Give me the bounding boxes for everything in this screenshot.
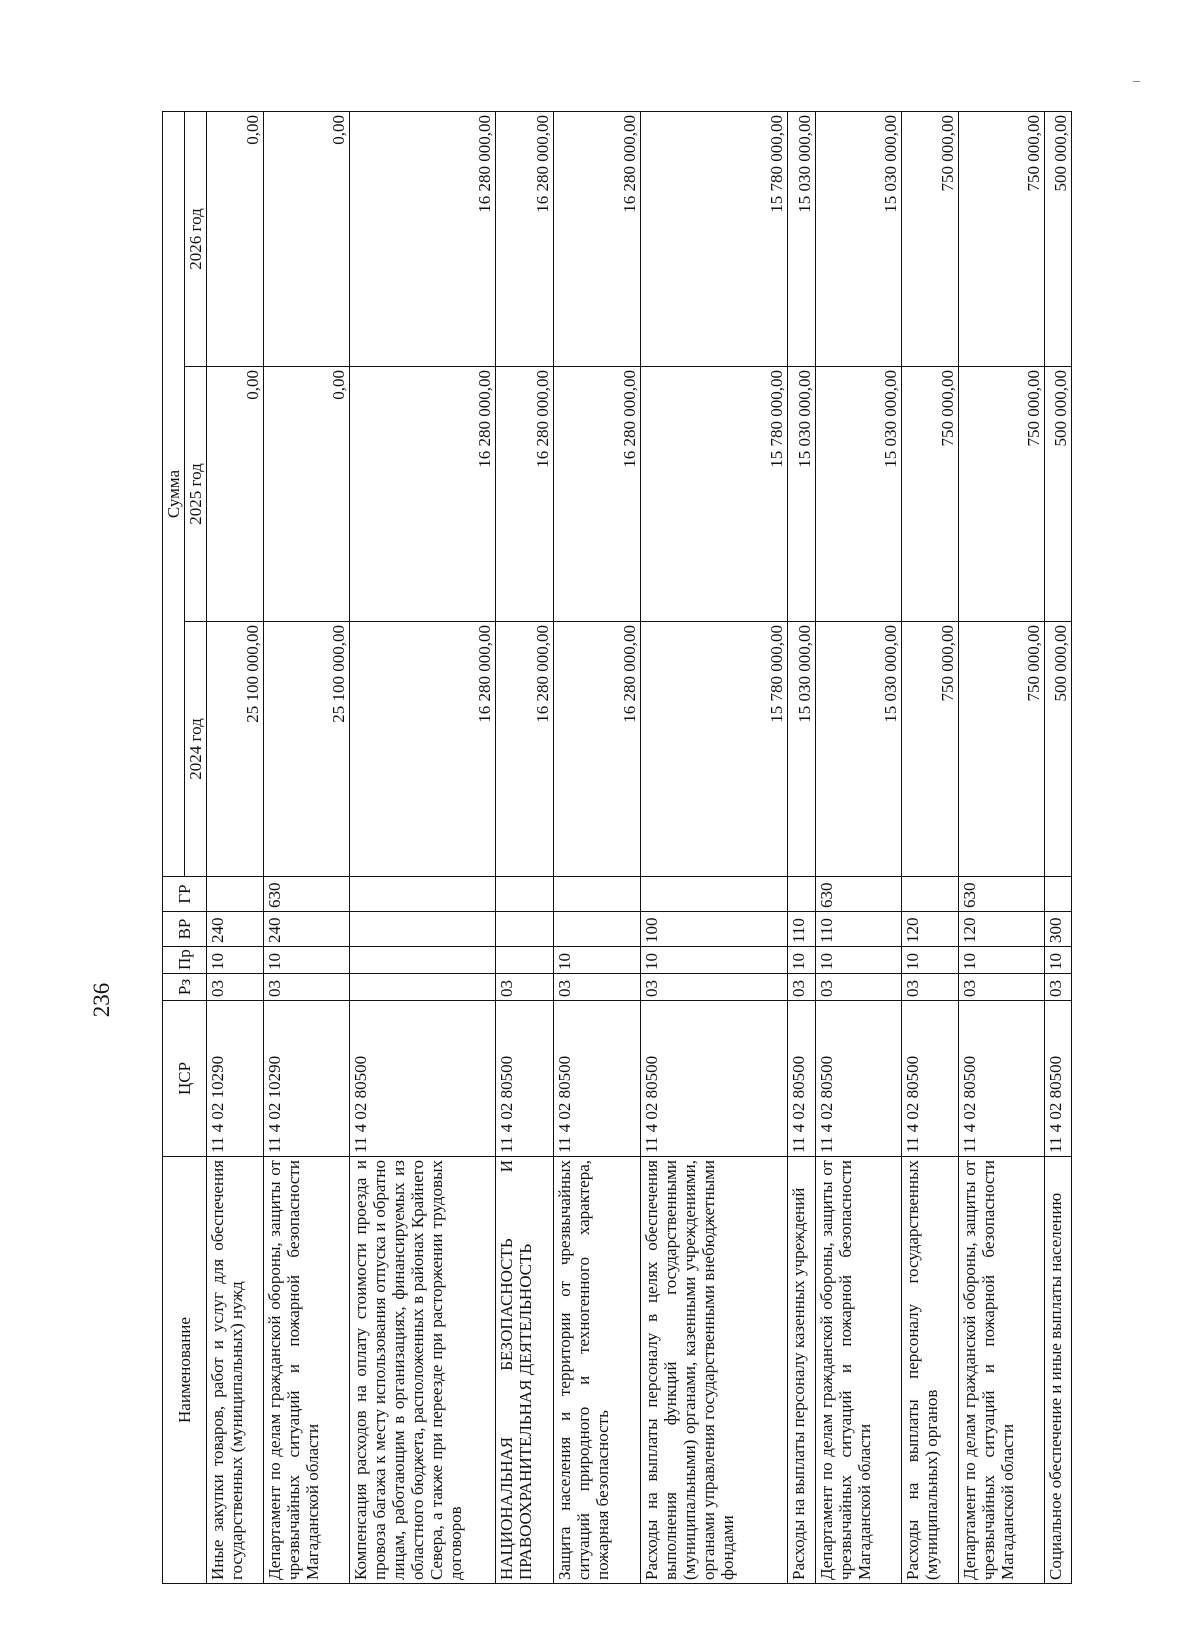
row-amount-2024: 16 280 000,00 xyxy=(349,622,495,877)
row-amount-2025: 15 030 000,00 xyxy=(787,367,816,622)
row-name: НАЦИОНАЛЬНАЯ БЕЗОПАСНОСТЬ И ПРАВООХРАНИТЕЛЬНАЯ ДЕЯТЕЛЬНОСТЬ xyxy=(495,1157,553,1584)
table-row xyxy=(349,111,495,1583)
page-number: 236 xyxy=(89,982,114,1018)
row-amount-2024: 750 000,00 xyxy=(958,622,1044,877)
header-vr: ВР xyxy=(163,912,207,947)
row-rz: 03 xyxy=(816,974,902,1001)
row-gr xyxy=(1044,877,1071,912)
header-csr: ЦСР xyxy=(163,1001,207,1157)
table-body xyxy=(207,111,1072,1583)
row-csr: 11 4 02 80500 xyxy=(901,1001,958,1157)
header-gr: ГР xyxy=(163,877,207,912)
row-amount-2024: 16 280 000,00 xyxy=(495,622,553,877)
row-gr: 630 xyxy=(958,877,1044,912)
row-pr: 10 xyxy=(207,947,264,974)
header-name: Наименование xyxy=(163,1157,207,1584)
row-csr: 11 4 02 80500 xyxy=(495,1001,553,1157)
row-vr: 110 xyxy=(816,912,902,947)
row-amount-2026: 500 000,00 xyxy=(1044,111,1071,366)
row-rz: 03 xyxy=(1044,974,1071,1001)
header-year-2026: 2026 год xyxy=(185,111,207,366)
row-csr: 11 4 02 80500 xyxy=(958,1001,1044,1157)
header-rz: Рз xyxy=(163,974,207,1001)
row-rz: 03 xyxy=(958,974,1044,1001)
row-amount-2024: 500 000,00 xyxy=(1044,622,1071,877)
table-row xyxy=(787,111,816,1583)
row-gr: 630 xyxy=(264,877,350,912)
row-gr xyxy=(787,877,816,912)
row-amount-2024: 750 000,00 xyxy=(901,622,958,877)
row-amount-2025: 500 000,00 xyxy=(1044,367,1071,622)
row-rz: 03 xyxy=(901,974,958,1001)
row-amount-2025: 16 280 000,00 xyxy=(495,367,553,622)
table-row xyxy=(1044,111,1071,1583)
row-gr: 630 xyxy=(816,877,902,912)
row-csr: 11 4 02 80500 xyxy=(1044,1001,1071,1157)
row-amount-2024: 15 030 000,00 xyxy=(787,622,816,877)
row-pr: 10 xyxy=(264,947,350,974)
row-amount-2026: 16 280 000,00 xyxy=(495,111,553,366)
table-row xyxy=(207,111,264,1583)
row-amount-2025: 0,00 xyxy=(264,367,350,622)
row-vr: 240 xyxy=(207,912,264,947)
row-vr: 240 xyxy=(264,912,350,947)
row-vr: 120 xyxy=(901,912,958,947)
row-name: Департамент по делам гражданской обороны, защиты от чрезвычайных ситуаций и пожарной безопасности Магаданской области xyxy=(958,1157,1044,1584)
header-pr: Пр xyxy=(163,947,207,974)
row-amount-2024: 15 030 000,00 xyxy=(816,622,902,877)
row-rz: 03 xyxy=(264,974,350,1001)
row-amount-2025: 750 000,00 xyxy=(901,367,958,622)
header-amount: Сумма xyxy=(163,111,185,876)
row-amount-2024: 25 100 000,00 xyxy=(264,622,350,877)
row-vr: 100 xyxy=(640,912,787,947)
row-amount-2024: 15 780 000,00 xyxy=(640,622,787,877)
row-pr xyxy=(495,947,553,974)
row-amount-2025: 16 280 000,00 xyxy=(553,367,640,622)
row-amount-2025: 750 000,00 xyxy=(958,367,1044,622)
row-amount-2025: 15 030 000,00 xyxy=(816,367,902,622)
table-row xyxy=(264,111,350,1583)
row-amount-2026: 0,00 xyxy=(264,111,350,366)
row-csr: 11 4 02 10290 xyxy=(264,1001,350,1157)
row-amount-2026: 750 000,00 xyxy=(958,111,1044,366)
row-rz: 03 xyxy=(207,974,264,1001)
row-name: Департамент по делам гражданской обороны, защиты от чрезвычайных ситуаций и пожарной безопасности Магаданской области xyxy=(264,1157,350,1584)
row-gr xyxy=(349,877,495,912)
row-amount-2024: 25 100 000,00 xyxy=(207,622,264,877)
row-gr xyxy=(640,877,787,912)
table-row xyxy=(958,111,1044,1583)
row-rz xyxy=(349,974,495,1001)
row-vr: 120 xyxy=(958,912,1044,947)
row-vr xyxy=(553,912,640,947)
row-pr: 10 xyxy=(1044,947,1071,974)
row-csr: 11 4 02 80500 xyxy=(787,1001,816,1157)
row-gr xyxy=(553,877,640,912)
scan-mark xyxy=(1133,81,1140,82)
row-amount-2026: 16 280 000,00 xyxy=(553,111,640,366)
row-pr: 10 xyxy=(901,947,958,974)
row-name: Компенсация расходов на оплату стоимости проезда и провоза багажа к месту использования отпуска и обратно лицам, работающим в организациях, финансируемых из областного бюджета, расположенных в районах Крайнего Севера, а также при переезде при расторжении трудовых договоров xyxy=(349,1157,495,1584)
table-row xyxy=(901,111,958,1583)
table-row xyxy=(495,111,553,1583)
row-vr: 110 xyxy=(787,912,816,947)
row-amount-2025: 15 780 000,00 xyxy=(640,367,787,622)
row-rz: 03 xyxy=(787,974,816,1001)
row-name: Расходы на выплаты персоналу государственных (муниципальных) органов xyxy=(901,1157,958,1584)
row-rz: 03 xyxy=(640,974,787,1001)
row-amount-2026: 750 000,00 xyxy=(901,111,958,366)
table-row xyxy=(640,111,787,1583)
budget-table xyxy=(162,111,1072,1584)
row-pr: 10 xyxy=(816,947,902,974)
row-csr: 11 4 02 10290 xyxy=(207,1001,264,1157)
row-amount-2026: 15 030 000,00 xyxy=(787,111,816,366)
row-amount-2026: 0,00 xyxy=(207,111,264,366)
row-name: Расходы на выплаты персоналу в целях обеспечения выполнения функций государственными (муниципальными) органами, казенными учреждениями, органами управления государственными внебюджетными фондами xyxy=(640,1157,787,1584)
row-pr: 10 xyxy=(553,947,640,974)
row-name: Департамент по делам гражданской обороны, защиты от чрезвычайных ситуаций и пожарной безопасности Магаданской области xyxy=(816,1157,902,1584)
row-vr xyxy=(349,912,495,947)
table-row xyxy=(553,111,640,1583)
row-amount-2025: 16 280 000,00 xyxy=(349,367,495,622)
row-name: Социальное обеспечение и иные выплаты населению xyxy=(1044,1157,1071,1584)
header-year-2024: 2024 год xyxy=(185,622,207,877)
row-rz: 03 xyxy=(495,974,553,1001)
row-name: Иные закупки товаров, работ и услуг для обеспечения государственных (муниципальных) нужд xyxy=(207,1157,264,1584)
row-name: Защита населения и территории от чрезвычайных ситуаций природного и техногенного характера, пожарная безопасность xyxy=(553,1157,640,1584)
row-csr: 11 4 02 80500 xyxy=(816,1001,902,1157)
header-year-2025: 2025 год xyxy=(185,367,207,622)
row-amount-2024: 16 280 000,00 xyxy=(553,622,640,877)
row-csr: 11 4 02 80500 xyxy=(349,1001,495,1157)
table-header xyxy=(163,111,207,1583)
row-pr: 10 xyxy=(787,947,816,974)
row-pr xyxy=(349,947,495,974)
row-gr xyxy=(901,877,958,912)
table-row xyxy=(816,111,902,1583)
row-gr xyxy=(207,877,264,912)
row-gr xyxy=(495,877,553,912)
row-pr: 10 xyxy=(958,947,1044,974)
row-amount-2026: 15 030 000,00 xyxy=(816,111,902,366)
row-csr: 11 4 02 80500 xyxy=(640,1001,787,1157)
row-rz: 03 xyxy=(553,974,640,1001)
row-amount-2025: 0,00 xyxy=(207,367,264,622)
row-pr: 10 xyxy=(640,947,787,974)
row-csr: 11 4 02 80500 xyxy=(553,1001,640,1157)
row-amount-2026: 16 280 000,00 xyxy=(349,111,495,366)
row-vr xyxy=(495,912,553,947)
row-amount-2026: 15 780 000,00 xyxy=(640,111,787,366)
row-vr: 300 xyxy=(1044,912,1071,947)
rotated-table-container xyxy=(162,112,1072,1584)
row-name: Расходы на выплаты персоналу казенных учреждений xyxy=(787,1157,816,1584)
